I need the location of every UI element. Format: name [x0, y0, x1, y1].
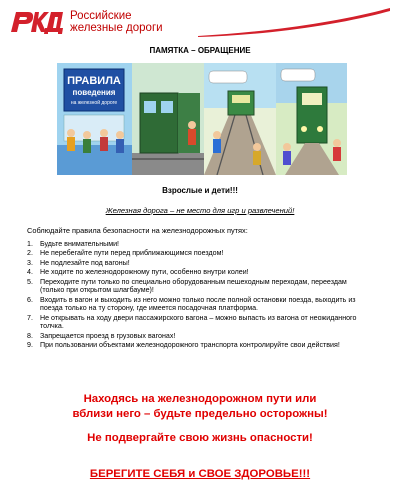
- list-item: [27, 314, 372, 331]
- rule-text: Не подлезайте под вагоны!: [40, 258, 130, 267]
- italic-line: Железная дорога – не место для игр и развлечений!: [105, 206, 295, 215]
- panel-train-side: [132, 63, 204, 175]
- list-item: [27, 296, 372, 313]
- brand-line-2: железные дороги: [70, 22, 163, 34]
- list-item: [27, 332, 372, 341]
- warning-line-3: Не подвергайте свою жизнь опасности!: [87, 432, 313, 444]
- final-slogan: БЕРЕГИТЕ СЕБЯ и СВОЕ ЗДОРОВЬЕ!!!: [89, 468, 311, 480]
- poster-title-1: ПРАВИЛА: [67, 75, 121, 87]
- rzd-logo: [8, 8, 66, 36]
- rules-list: [27, 240, 372, 350]
- subtitle: Взрослые и дети!!!: [162, 186, 238, 195]
- list-item: [27, 341, 372, 350]
- rule-number: 3.: [27, 258, 33, 267]
- rule-text: Будьте внимательными!: [40, 240, 120, 248]
- panel-train-front: [276, 63, 347, 175]
- rule-number: 2.: [27, 249, 33, 258]
- rule-text: Переходите пути только по специально оборудованным пешеходным переходам, переездам (только при открытом шлагбауме)!: [40, 277, 347, 295]
- rule-number: 6.: [27, 295, 33, 304]
- poster-title-3: на железной дороге: [70, 100, 118, 106]
- rule-text: Не ходите по железнодорожному пути, особенно внутри колеи!: [40, 268, 249, 277]
- panel-rules-poster: [57, 63, 132, 175]
- warning-block: [0, 392, 400, 422]
- rule-number: 1.: [27, 240, 33, 248]
- rule-text: Не перебегайте пути перед приближающимся поездом!: [40, 249, 224, 258]
- rule-number: 5.: [27, 277, 33, 286]
- warning-line-2: вблизи него – будьте предельно осторожны!: [72, 408, 328, 420]
- poster-title-2: поведения: [72, 88, 116, 97]
- rule-text: Входить в вагон и выходить из него можно только после полной остановки поезда, выходить из поезда только на ту сторону, где имеется посадочная платформа.: [40, 295, 356, 313]
- rule-text: Запрещается проезд в грузовых вагонах!: [40, 331, 176, 340]
- panel-tracks: [204, 63, 276, 175]
- list-item: [27, 259, 372, 268]
- rule-text: При пользовании объектами железнодорожного транспорта контролируйте свои действия!: [40, 340, 340, 349]
- rule-number: 7.: [27, 313, 33, 322]
- rule-text: Не открывать на ходу двери пассажирского вагона – можно выпасть из вагона от неожиданного толчка.: [40, 313, 357, 331]
- illustration-banner: [57, 63, 347, 175]
- warning-line-1: Находясь на железнодорожном пути или: [83, 393, 317, 405]
- brand-line-1: Российские: [70, 10, 132, 22]
- list-item: [27, 268, 372, 277]
- header: [8, 6, 392, 40]
- rule-number: 9.: [27, 340, 33, 349]
- brand-name: [70, 10, 163, 34]
- memo-title: ПАМЯТКА – ОБРАЩЕНИЕ: [149, 46, 251, 55]
- list-item: [27, 240, 372, 249]
- list-item: [27, 278, 372, 295]
- lead-text: Соблюдайте правила безопасности на железнодорожных путях:: [27, 226, 248, 235]
- rule-number: 4.: [27, 268, 33, 277]
- rule-number: 8.: [27, 331, 33, 340]
- list-item: [27, 249, 372, 258]
